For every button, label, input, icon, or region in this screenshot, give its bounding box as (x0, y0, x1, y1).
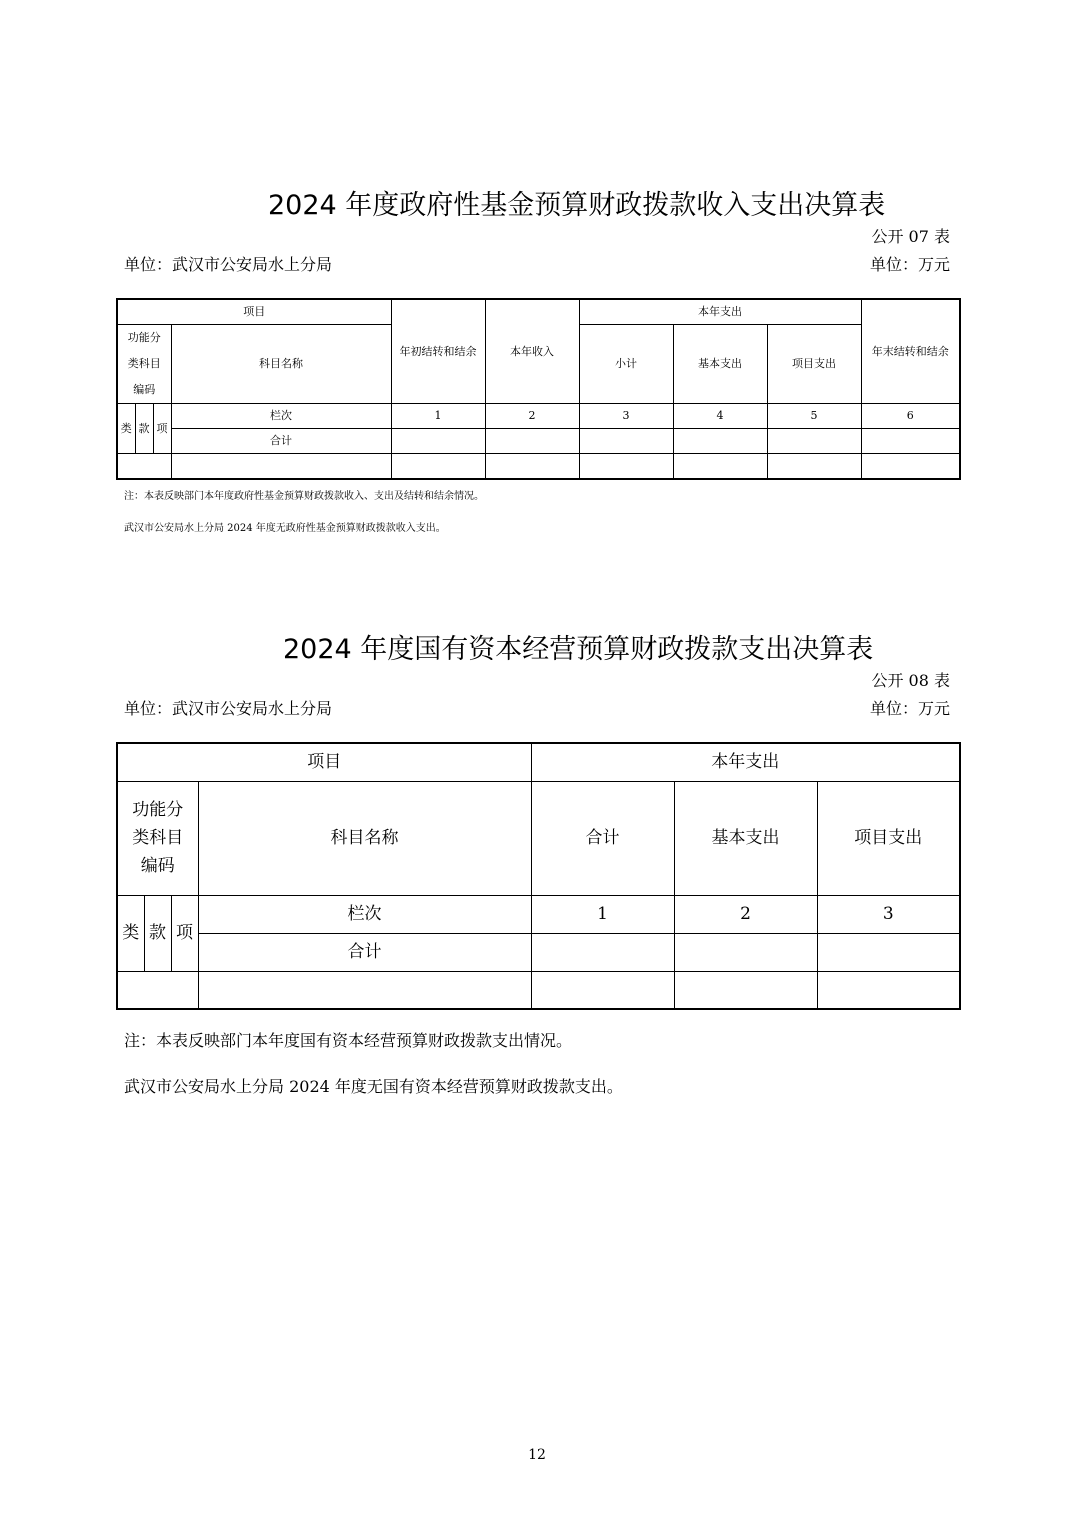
page-number: 12 (528, 1447, 546, 1463)
table1-total-label: 合计 (171, 429, 391, 454)
table1-title: 2024 年度政府性基金预算财政拨款收入支出决算表 (268, 190, 886, 221)
table2-title: 2024 年度国有资本经营预算财政拨款支出决算表 (283, 634, 874, 665)
table1-note: 注：本表反映部门本年度政府性基金预算财政拨款收入、支出及结转和结余情况。 (124, 491, 484, 502)
table1-column-number: 6 (861, 404, 960, 429)
table2-header-total: 合计 (531, 781, 674, 895)
table1-total-cell (391, 429, 485, 454)
table1-header-kuan: 款 (135, 404, 153, 454)
table1-total-cell (767, 429, 861, 454)
table1-column-number: 4 (673, 404, 767, 429)
table2-header-basic-expense: 基本支出 (674, 781, 817, 895)
table1-header-func-code (117, 325, 171, 404)
table1-header-current-expense: 本年支出 (579, 299, 861, 325)
table2-column-number: 1 (531, 895, 674, 933)
table2-header-project-expense: 项目支出 (817, 781, 960, 895)
table2-header-current-expense: 本年支出 (531, 743, 960, 781)
table2-statement: 武汉市公安局水上分局 2024 年度无国有资本经营预算财政拨款支出。 (124, 1077, 623, 1096)
table2-total-label: 合计 (198, 933, 531, 971)
table1-header-beginning-balance (391, 299, 485, 404)
table2-total-cell (817, 933, 960, 971)
table2-empty-cell (817, 971, 960, 1009)
table2-column-number: 3 (817, 895, 960, 933)
table2-unit-currency: 单位：万元 (869, 699, 950, 718)
table1-unit-currency: 单位：万元 (869, 255, 950, 274)
table2-header-func-code-label: 功能分类科目编码 (132, 800, 184, 876)
table1-total-cell (579, 429, 673, 454)
table1-column-number: 2 (485, 404, 579, 429)
table1-empty-cell (579, 454, 673, 479)
table2-empty-cell (117, 971, 198, 1009)
table2-header-kuan: 款 (144, 895, 171, 971)
table2-column-number: 2 (674, 895, 817, 933)
table1-empty-cell (391, 454, 485, 479)
table2-empty-cell (198, 971, 531, 1009)
table1-header-ending-balance: 年末结转和结余 (861, 299, 960, 404)
table1-column-number: 1 (391, 404, 485, 429)
table2-code: 公开 08 表 (871, 671, 950, 690)
table1-empty-cell (767, 454, 861, 479)
table2 (116, 742, 961, 1010)
table1-code: 公开 07 表 (871, 227, 950, 246)
table1-column-number: 3 (579, 404, 673, 429)
table2-header-project: 项目 (117, 743, 531, 781)
table1-empty-cell (673, 454, 767, 479)
table1-header-beginning-balance-label: 年初结转和结余 (399, 344, 477, 358)
table1-column-index-label: 栏次 (171, 404, 391, 429)
table1-column-number: 5 (767, 404, 861, 429)
table1 (116, 298, 961, 480)
table2-column-index-label: 栏次 (198, 895, 531, 933)
table1-statement: 武汉市公安局水上分局 2024 年度无政府性基金预算财政拨款收入支出。 (124, 523, 446, 534)
table2-header-lei: 类 (117, 895, 144, 971)
table2-header-func-code (117, 781, 198, 895)
table2-total-cell (674, 933, 817, 971)
table1-empty-cell (117, 454, 171, 479)
table1-unit-org: 单位：武汉市公安局水上分局 (124, 255, 333, 274)
table2-total-cell (531, 933, 674, 971)
table2-header-xiang: 项 (171, 895, 198, 971)
table1-header-xiang: 项 (153, 404, 171, 454)
table1-total-cell (485, 429, 579, 454)
table2-empty-cell (531, 971, 674, 1009)
table1-header-subtotal: 小计 (579, 325, 673, 404)
table1-empty-cell (861, 454, 960, 479)
table2-unit-org: 单位：武汉市公安局水上分局 (124, 699, 333, 718)
table1-empty-cell (485, 454, 579, 479)
table1-header-current-income: 本年收入 (485, 299, 579, 404)
table1-header-func-code-label: 功能分类科目编码 (127, 331, 161, 396)
table1-header-project-expense: 项目支出 (767, 325, 861, 404)
table2-note: 注：本表反映部门本年度国有资本经营预算财政拨款支出情况。 (124, 1031, 573, 1050)
table1-header-lei: 类 (117, 404, 135, 454)
table1-empty-cell (171, 454, 391, 479)
table1-total-cell (861, 429, 960, 454)
table1-total-cell (673, 429, 767, 454)
table1-header-project: 项目 (117, 299, 391, 325)
table2-empty-cell (674, 971, 817, 1009)
table1-header-basic-expense: 基本支出 (673, 325, 767, 404)
table1-header-subject-name: 科目名称 (171, 325, 391, 404)
table2-header-subject-name: 科目名称 (198, 781, 531, 895)
